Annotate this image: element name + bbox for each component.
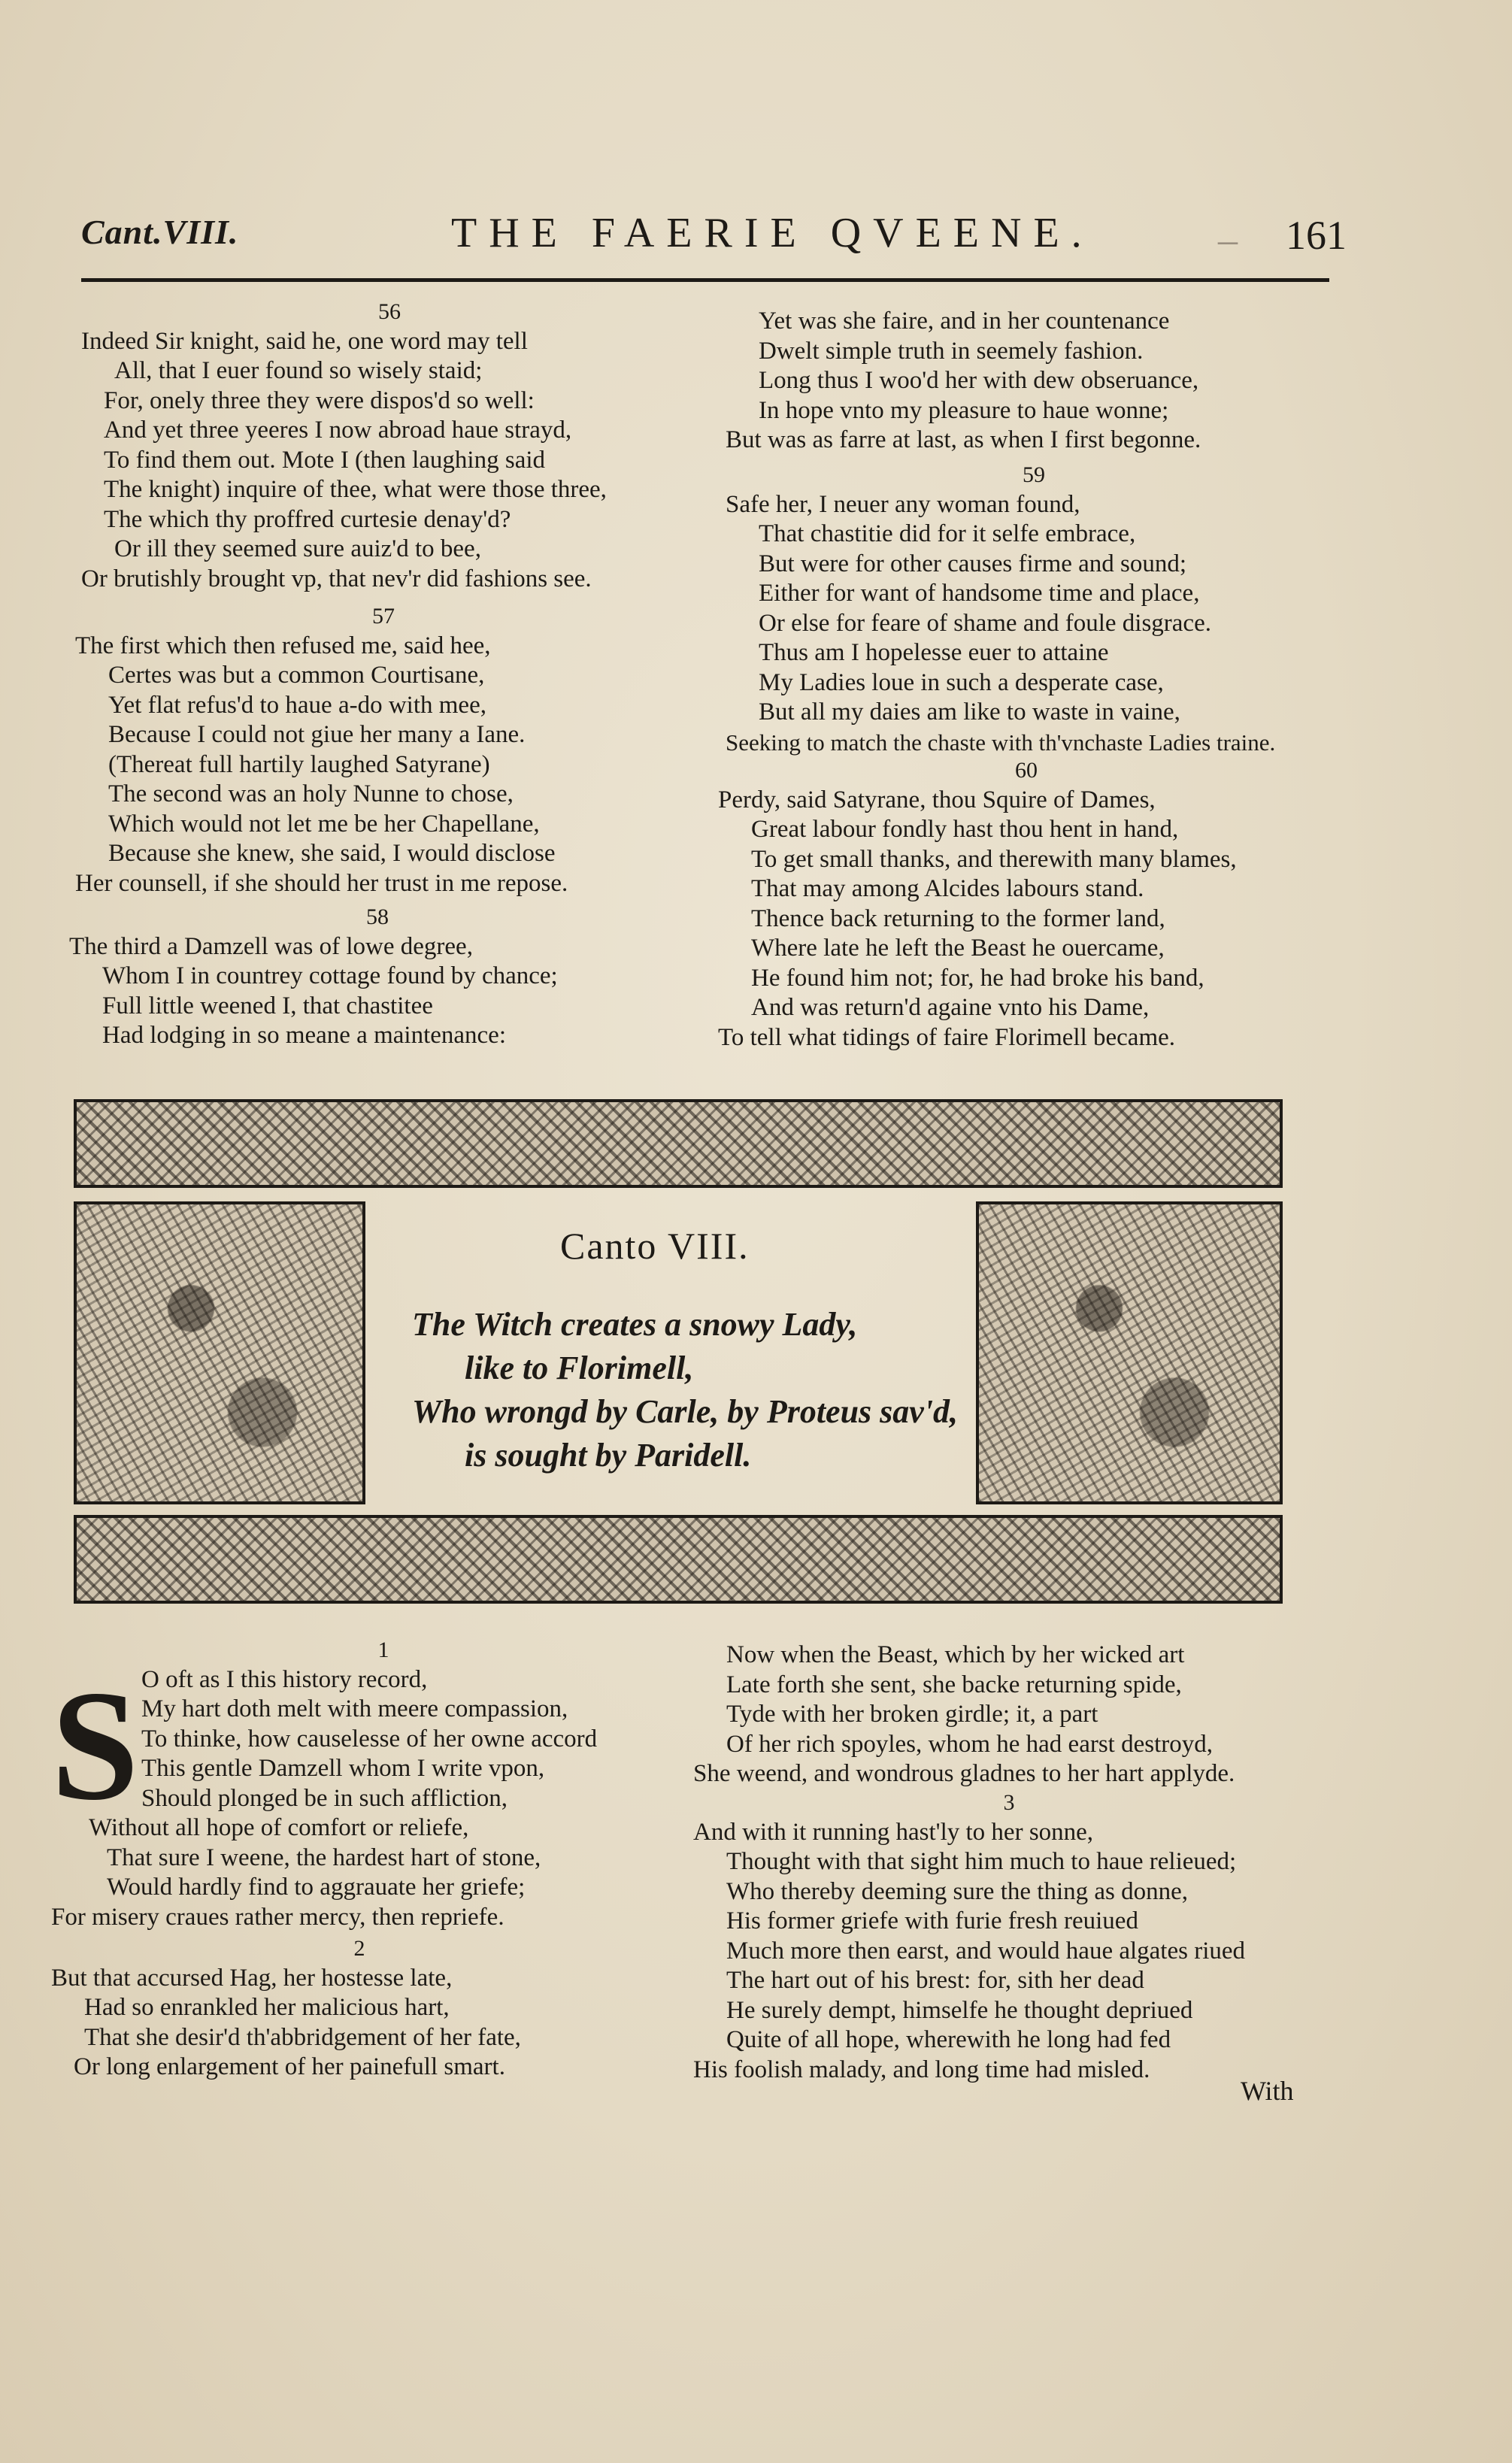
verse-line: For, onely three they were dispos'd so well: [104, 386, 535, 414]
stanza-number: 1 [377, 1637, 389, 1662]
verse-line: Where late he left the Beast he ouercame, [751, 935, 1165, 962]
stanza-number: 2 [353, 1936, 365, 1961]
verse-line: Either for want of handsome time and place, [759, 580, 1200, 607]
verse-line: For misery craues rather mercy, then repriefe. [51, 1903, 505, 1931]
verse-line: Which would not let me be her Chapellane, [108, 810, 540, 838]
verse-line: Now when the Beast, which by her wicked art [726, 1641, 1185, 1668]
verse-line: Indeed Sir knight, said he, one word may tell [81, 327, 528, 355]
verse-line: Thought with that sight him much to haue relieued; [726, 1848, 1237, 1875]
verse-line: Great labour fondly hast thou hent in hand, [751, 816, 1179, 843]
verse-line: Who thereby deeming sure the thing as donne, [726, 1877, 1188, 1905]
verse-line: Thence back returning to the former land, [751, 904, 1165, 932]
verse-line: But all my daies am like to waste in vaine, [759, 698, 1180, 726]
stanza-59 [726, 460, 1342, 757]
verse-line: My Ladies loue in such a desperate case, [759, 668, 1164, 696]
verse-line: Should plonged be in such affliction, [141, 1784, 508, 1812]
verse-line: Or long enlargement of her painefull smart. [74, 2053, 505, 2080]
verse-line: His foolish malady, and long time had misled. [693, 2056, 1150, 2083]
verse-line: (Thereat full hartily laughed Satyrane) [108, 750, 490, 778]
verse-line: Full little weened I, that chastitee [102, 992, 433, 1019]
verse-line: That may among Alcides labours stand. [751, 875, 1144, 902]
running-head-canto: Cant.VIII. [81, 213, 239, 251]
verse-line: Late forth she sent, she backe returning spide, [726, 1671, 1182, 1698]
verse-line: Because I could not giue her many a Iane. [108, 721, 526, 748]
stanza-60 [718, 756, 1335, 1053]
verse-line: Long thus I woo'd her with dew obseruance, [759, 367, 1199, 394]
verse-line: Or brutishly brought vp, that nev'r did fashions see. [81, 565, 592, 592]
drop-capital: S [51, 1659, 139, 1833]
verse-line: Or else for feare of shame and foule disgrace. [759, 609, 1211, 637]
stanza-58 [69, 902, 686, 1051]
verse-line: The first which then refused me, said hee, [75, 632, 491, 659]
header-dash: – [1218, 219, 1238, 262]
verse-line: The hart out of his brest: for, sith her dead [726, 1967, 1144, 1994]
stanza-number: 3 [1003, 1790, 1015, 1815]
verse-line: Quite of all hope, wherewith he long had fed [726, 2026, 1171, 2053]
verse-line: Dwelt simple truth in seemely fashion. [759, 337, 1144, 365]
verse-line: He found him not; for, he had broke his band, [751, 964, 1204, 992]
catchword: With [1241, 2076, 1294, 2106]
verse-line: Much more then earst, and would haue algates riued [726, 1937, 1246, 1965]
verse-line: That chastitie did for it selfe embrace, [759, 520, 1136, 547]
verse-line: And with it running hast'ly to her sonne, [693, 1818, 1094, 1846]
canto-stanza-1 [51, 1635, 692, 1932]
verse-line: Of her rich spoyles, whom he had earst destroyd, [726, 1730, 1213, 1758]
stanza-number: 60 [1015, 758, 1038, 783]
verse-line: Certes was but a common Courtisane, [108, 662, 485, 689]
verse-line: Had so enrankled her malicious hart, [84, 1994, 450, 2021]
canto-title: Canto VIII. [560, 1225, 750, 1267]
stanza-number: 59 [1023, 462, 1045, 487]
verse-line: She weend, and wondrous gladnes to her hart applyde. [693, 1760, 1235, 1787]
verse-line: To thinke, how causelesse of her owne accord [141, 1725, 598, 1753]
canto-argument-line: The Witch creates a snowy Lady, [412, 1306, 858, 1343]
verse-line: The third a Damzell was of lowe degree, [69, 932, 473, 960]
canto-stanza-3 [693, 1788, 1325, 2085]
running-head-title: THE FAERIE QVEENE. [451, 210, 1094, 256]
woodcut-top-border [74, 1099, 1283, 1188]
verse-line: The second was an holy Nunne to chose, [108, 780, 514, 807]
stanza-57 [75, 601, 692, 898]
verse-line: Tyde with her broken girdle; it, a part [726, 1701, 1098, 1728]
canto-argument-line: Who wrongd by Carle, by Proteus sav'd, [412, 1393, 959, 1430]
verse-line: All, that I euer found so wisely staid; [114, 357, 483, 384]
woodcut-right-panel [976, 1201, 1283, 1504]
stanza-56 [81, 297, 698, 594]
verse-line: Her counsell, if she should her trust in me repose. [75, 869, 568, 897]
verse-line: Whom I in countrey cottage found by chance; [102, 962, 558, 989]
verse-line: O oft as I this history record, [141, 1665, 428, 1693]
verse-line: Or ill they seemed sure auiz'd to bee, [114, 535, 481, 562]
header-rule [81, 278, 1329, 282]
verse-line: That sure I weene, the hardest hart of stone, [107, 1843, 541, 1871]
page-number: 161 [1286, 213, 1347, 258]
verse-line: Thus am I hopelesse euer to attaine [759, 639, 1109, 666]
canto-argument-line: is sought by Paridell. [465, 1437, 752, 1474]
verse-line: He surely dempt, himselfe he thought depriued [726, 1996, 1193, 2024]
verse-line: Perdy, said Satyrane, thou Squire of Dames, [718, 786, 1156, 813]
verse-line: Yet was she faire, and in her countenance [759, 307, 1170, 335]
stanza-58-continued [726, 307, 1342, 456]
verse-line: In hope vnto my pleasure to haue wonne; [759, 396, 1169, 424]
verse-line: Safe her, I neuer any woman found, [726, 490, 1080, 518]
verse-line: The which thy proffred curtesie denay'd? [104, 505, 511, 533]
woodcut-bottom-border [74, 1515, 1283, 1604]
canto-stanza-2-continued [693, 1640, 1325, 1789]
verse-line: This gentle Damzell whom I write vpon, [141, 1755, 545, 1782]
verse-line: Had lodging in so meane a maintenance: [102, 1022, 506, 1049]
canto-stanza-2 [51, 1934, 668, 2083]
canto-heading-box [376, 1201, 970, 1498]
stanza-number: 57 [372, 604, 395, 629]
verse-line: To tell what tidings of faire Florimell became. [718, 1023, 1176, 1051]
verse-line: His former griefe with furie fresh reuiued [726, 1907, 1138, 1934]
verse-line: And was return'd againe vnto his Dame, [751, 994, 1150, 1021]
verse-line: Because she knew, she said, I would disclose [108, 840, 556, 867]
verse-line: That she desir'd th'abbridgement of her fate, [84, 2023, 521, 2051]
verse-line: To get small thanks, and therewith many blames, [751, 845, 1237, 873]
verse-line: Without all hope of comfort or reliefe, [89, 1814, 469, 1841]
verse-line: But was as farre at last, as when I first begonne. [726, 426, 1201, 453]
verse-line: The knight) inquire of thee, what were those three, [104, 476, 607, 503]
canto-argument-line: like to Florimell, [465, 1350, 694, 1386]
stanza-number: 58 [366, 904, 389, 929]
verse-line: But that accursed Hag, her hostesse late, [51, 1964, 453, 1992]
verse-line: To find them out. Mote I (then laughing said [104, 446, 546, 474]
verse-line: Yet flat refus'd to haue a-do with mee, [108, 691, 486, 719]
verse-line: My hart doth melt with meere compassion, [141, 1695, 568, 1722]
verse-line: And yet three yeeres I now abroad haue strayd, [104, 417, 572, 444]
verse-line: Would hardly find to aggrauate her griefe; [107, 1874, 526, 1901]
verse-line: But were for other causes firme and sound; [759, 550, 1187, 577]
verse-line: Seeking to match the chaste with th'vnchaste Ladies traine. [726, 729, 1276, 756]
stanza-number: 56 [378, 299, 401, 324]
woodcut-left-panel [74, 1201, 365, 1504]
